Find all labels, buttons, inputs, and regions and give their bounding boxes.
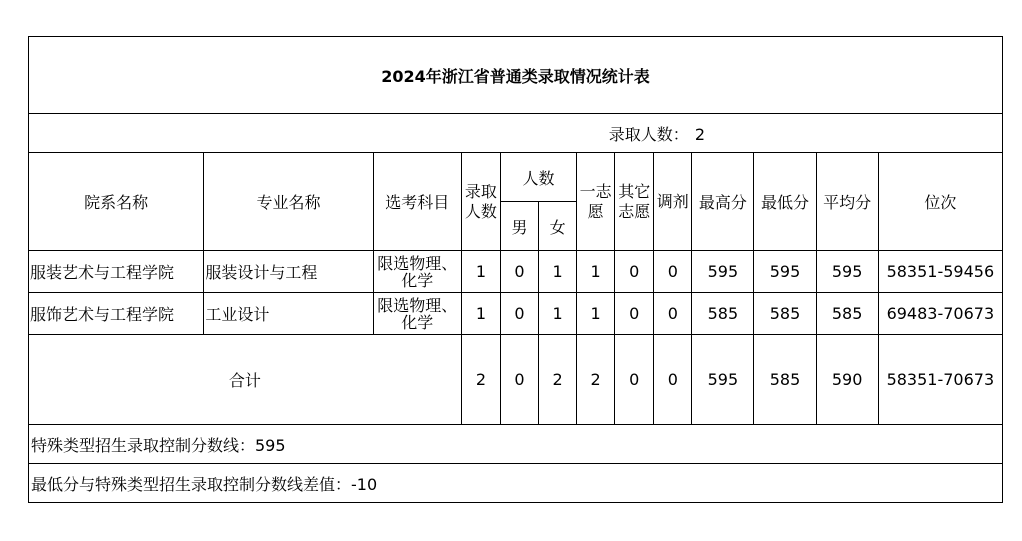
total-avg-score: 590 <box>816 335 878 425</box>
cell-major: 工业设计 <box>204 293 373 335</box>
cell-subject-line2: 化学 <box>401 270 434 290</box>
admitted-count-value: 2 <box>694 124 705 144</box>
cell-subject <box>373 293 461 335</box>
admitted-count-label: 录取人数： <box>608 124 689 144</box>
header-rank: 位次 <box>878 153 1002 251</box>
score-difference-line: 最低分与特殊类型招生录取控制分数线差值：-10 <box>29 464 1003 503</box>
table-row <box>29 293 1003 335</box>
cell-subject-line1: 限选物理、 <box>377 295 458 315</box>
header-admit: 录取人数 <box>461 153 500 251</box>
cell-rank: 69483-70673 <box>878 293 1002 335</box>
total-other-choice: 0 <box>615 335 654 425</box>
total-rank: 58351-70673 <box>878 335 1002 425</box>
cell-admit: 1 <box>461 251 500 293</box>
cell-subject-line2: 化学 <box>401 312 434 332</box>
header-female: 女 <box>539 202 577 251</box>
cell-transfer: 0 <box>654 251 692 293</box>
header-major: 专业名称 <box>204 153 373 251</box>
header-dept: 院系名称 <box>29 153 204 251</box>
header-other-choice: 其它志愿 <box>615 153 654 251</box>
cell-dept: 服饰艺术与工程学院 <box>29 293 204 335</box>
header-transfer: 调剂 <box>654 153 692 251</box>
total-max-score: 595 <box>692 335 754 425</box>
special-score-line: 特殊类型招生录取控制分数线：595 <box>29 425 1003 464</box>
cell-max-score: 595 <box>692 251 754 293</box>
cell-max-score: 585 <box>692 293 754 335</box>
cell-avg-score: 585 <box>816 293 878 335</box>
cell-min-score: 585 <box>754 293 816 335</box>
cell-subject-line1: 限选物理、 <box>377 253 458 273</box>
header-max-score: 最高分 <box>692 153 754 251</box>
total-transfer: 0 <box>654 335 692 425</box>
total-row <box>29 335 1003 425</box>
table-row <box>29 251 1003 293</box>
total-label: 合计 <box>29 335 462 425</box>
table-title: 2024年浙江省普通类录取情况统计表 <box>29 37 1003 114</box>
admitted-count <box>29 114 1003 153</box>
cell-rank: 58351-59456 <box>878 251 1002 293</box>
cell-major: 服装设计与工程 <box>204 251 373 293</box>
header-min-score: 最低分 <box>754 153 816 251</box>
total-min-score: 585 <box>754 335 816 425</box>
cell-female: 1 <box>539 251 577 293</box>
total-admit: 2 <box>461 335 500 425</box>
cell-first-choice: 1 <box>577 251 615 293</box>
header-first-choice: 一志愿 <box>577 153 615 251</box>
cell-avg-score: 595 <box>816 251 878 293</box>
cell-subject <box>373 251 461 293</box>
header-avg-score: 平均分 <box>816 153 878 251</box>
cell-first-choice: 1 <box>577 293 615 335</box>
total-female: 2 <box>539 335 577 425</box>
cell-male: 0 <box>500 251 538 293</box>
cell-transfer: 0 <box>654 293 692 335</box>
cell-admit: 1 <box>461 293 500 335</box>
admission-table <box>28 36 1003 503</box>
total-male: 0 <box>500 335 538 425</box>
cell-dept: 服装艺术与工程学院 <box>29 251 204 293</box>
cell-min-score: 595 <box>754 251 816 293</box>
header-male: 男 <box>500 202 538 251</box>
header-people: 人数 <box>500 153 576 202</box>
cell-other-choice: 0 <box>615 251 654 293</box>
cell-male: 0 <box>500 293 538 335</box>
cell-female: 1 <box>539 293 577 335</box>
total-first-choice: 2 <box>577 335 615 425</box>
header-subject: 选考科目 <box>373 153 461 251</box>
cell-other-choice: 0 <box>615 293 654 335</box>
